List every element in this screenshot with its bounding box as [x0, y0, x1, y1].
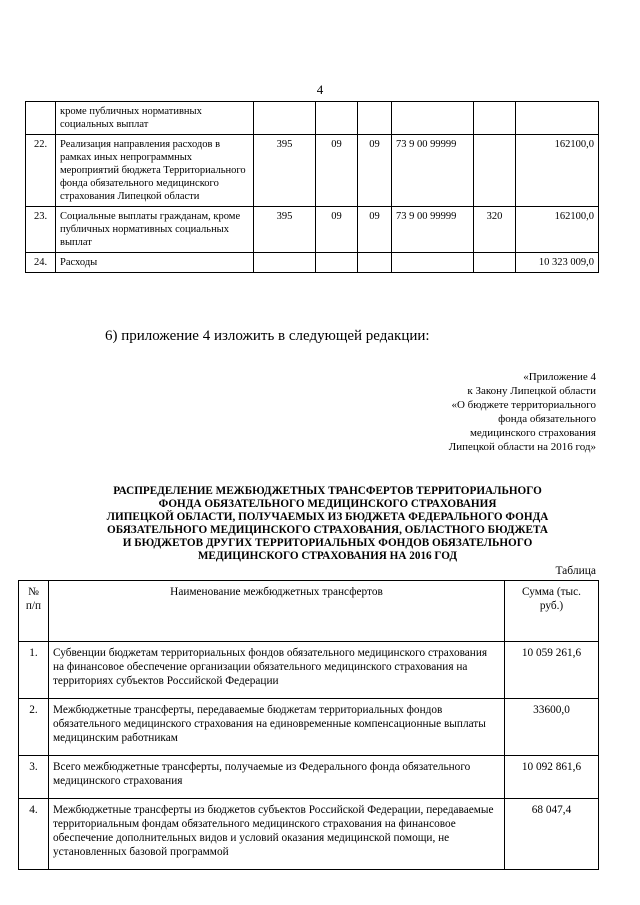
row-name: Межбюджетные трансферты из бюджетов субъектов Российской Федерации, передаваемые территориальным фондам обязательного медицинского страхования на финансовое обеспечение дополнительных видов и условий оказания медицинской помощи, не установленных базовой программой: [49, 799, 505, 870]
row-name: кроме публичных нормативных социальных выплат: [56, 102, 254, 135]
row-expense-type: [474, 253, 516, 273]
table-row: [19, 756, 599, 799]
transfers-table: [18, 580, 599, 870]
header-num: № п/п: [19, 581, 49, 642]
table-row: [26, 253, 599, 273]
row-name: Межбюджетные трансферты, передаваемые бюджетам территориальных фондов обязательного медицинского страхования на единовременные компенсационные выплаты медицинским работникам: [49, 699, 505, 756]
budget-table: [25, 101, 599, 273]
row-sum: 10 059 261,6: [505, 642, 599, 699]
row-subsection: [358, 102, 392, 135]
table-row: [26, 102, 599, 135]
row-sum: 33600,0: [505, 699, 599, 756]
row-expense-type: [474, 135, 516, 207]
row-admin-code: [254, 102, 316, 135]
row-sum: 162100,0: [516, 135, 599, 207]
row-admin-code: 395: [254, 135, 316, 207]
table-row: [26, 207, 599, 253]
row-section: [316, 102, 358, 135]
section-heading: 6) приложение 4 изложить в следующей редакции:: [105, 328, 430, 344]
row-sum: 68 047,4: [505, 799, 599, 870]
row-target-code: 73 9 00 99999: [392, 207, 474, 253]
row-number: 22.: [26, 135, 56, 207]
table-header-row: [19, 581, 599, 642]
title-line: ФОНДА ОБЯЗАТЕЛЬНОГО МЕДИЦИНСКОГО СТРАХОВАНИЯ: [158, 498, 497, 510]
appendix-line: «Приложение 4: [523, 371, 596, 383]
row-admin-code: [254, 253, 316, 273]
row-number: 2.: [19, 699, 49, 756]
row-number: 1.: [19, 642, 49, 699]
title-line: ЛИПЕЦКОЙ ОБЛАСТИ, ПОЛУЧАЕМЫХ ИЗ БЮДЖЕТА ФЕДЕРАЛЬНОГО ФОНДА: [106, 511, 549, 523]
appendix-line: фонда обязательного: [498, 413, 596, 425]
row-name: Всего межбюджетные трансферты, получаемые из Федерального фонда обязательного медицинского страхования: [49, 756, 505, 799]
row-number: 4.: [19, 799, 49, 870]
row-name: Субвенции бюджетам территориальных фондов обязательного медицинского страхования на финансовое обеспечение организации обязательного медицинского страхования на территориях субъектов Российской Федерации: [49, 642, 505, 699]
row-number: 23.: [26, 207, 56, 253]
row-subsection: [358, 253, 392, 273]
table-row: [26, 135, 599, 207]
row-name: Реализация направления расходов в рамках иных непрограммных мероприятий бюджета Территориального фонда обязательного медицинского страхования Липецкой области: [56, 135, 254, 207]
title-line: МЕДИЦИНСКОГО СТРАХОВАНИЯ НА 2016 ГОД: [197, 550, 458, 562]
appendix-line: медицинского страхования: [469, 427, 596, 439]
appendix-reference: [449, 370, 596, 454]
appendix-line: к Закону Липецкой области: [467, 385, 596, 397]
row-number: 3.: [19, 756, 49, 799]
row-sum: 10 323 009,0: [516, 253, 599, 273]
row-target-code: 73 9 00 99999: [392, 135, 474, 207]
row-section: [316, 253, 358, 273]
row-sum: [516, 102, 599, 135]
row-subsection: 09: [358, 135, 392, 207]
row-section: 09: [316, 135, 358, 207]
row-sum: 10 092 861,6: [505, 756, 599, 799]
row-sum: 162100,0: [516, 207, 599, 253]
document-title: [60, 485, 595, 563]
table-row: [19, 699, 599, 756]
row-admin-code: 395: [254, 207, 316, 253]
row-target-code: [392, 253, 474, 273]
table-label: Таблица: [555, 565, 596, 577]
title-line: РАСПРЕДЕЛЕНИЕ МЕЖБЮДЖЕТНЫХ ТРАНСФЕРТОВ ТЕРРИТОРИАЛЬНОГО: [113, 485, 542, 497]
appendix-line: «О бюджете территориального: [451, 399, 596, 411]
row-subsection: 09: [358, 207, 392, 253]
row-number: [26, 102, 56, 135]
header-name: Наименование межбюджетных трансфертов: [49, 581, 505, 642]
row-name: Расходы: [56, 253, 254, 273]
row-section: 09: [316, 207, 358, 253]
table-row: [19, 799, 599, 870]
title-line: И БЮДЖЕТОВ ДРУГИХ ТЕРРИТОРИАЛЬНЫХ ФОНДОВ ОБЯЗАТЕЛЬНОГО: [122, 537, 533, 549]
row-target-code: [392, 102, 474, 135]
row-name: Социальные выплаты гражданам, кроме публичных нормативных социальных выплат: [56, 207, 254, 253]
row-expense-type: 320: [474, 207, 516, 253]
table-row: [19, 642, 599, 699]
row-number: 24.: [26, 253, 56, 273]
appendix-line: Липецкой области на 2016 год»: [448, 441, 596, 453]
row-expense-type: [474, 102, 516, 135]
title-line: ОБЯЗАТЕЛЬНОГО МЕДИЦИНСКОГО СТРАХОВАНИЯ, ОБЛАСТНОГО БЮДЖЕТА: [107, 524, 548, 536]
page-number: 4: [316, 82, 324, 97]
header-sum: Сумма (тыс. руб.): [505, 581, 599, 642]
